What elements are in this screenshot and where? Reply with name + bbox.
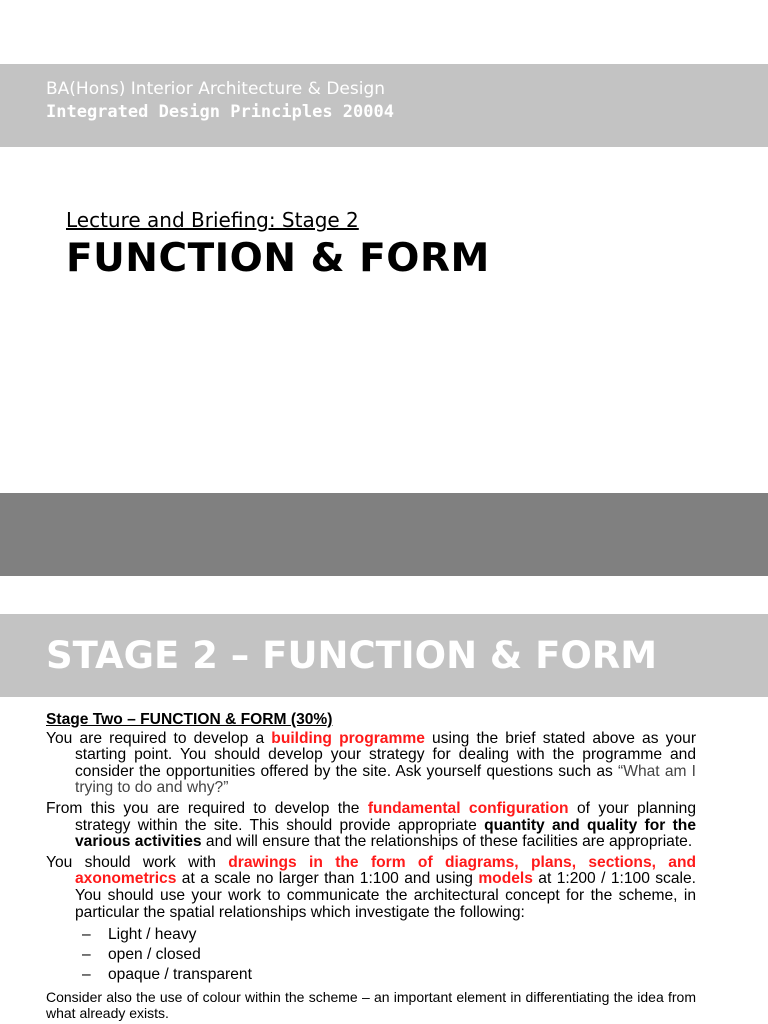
- dash-bullet: –: [82, 946, 91, 964]
- lecture-title: FUNCTION & FORM: [66, 236, 490, 281]
- course-header-band: [0, 64, 768, 147]
- paragraph-drawings: [46, 855, 696, 921]
- text: of your planning strategy within the site. This should provide appropriate: [75, 799, 696, 834]
- list-item: [82, 965, 696, 985]
- course-name: BA(Hons) Interior Architecture & Design: [46, 79, 386, 99]
- stage-content: [46, 712, 696, 1021]
- text: using the brief stated above as your starting point. You should develop your strategy for dealing with the programme and consider the opportunities offered by the site. Ask yourself questions such as: [75, 729, 697, 780]
- bold-quantity-quality: quantity and quality for the various activities: [75, 816, 696, 851]
- text: at a scale no larger than 1:100 and using: [176, 870, 479, 888]
- highlight-building-programme: building programme: [271, 729, 425, 747]
- lecture-subtitle: Lecture and Briefing: Stage 2: [66, 208, 359, 232]
- list-item-label: open / closed: [108, 946, 201, 964]
- text: From this you are required to develop the: [46, 799, 368, 817]
- quote: “What am I trying to do and why?”: [75, 762, 697, 797]
- paragraph-configuration: [46, 801, 696, 851]
- highlight-models: models: [478, 870, 533, 888]
- paragraph-colour: Consider also the use of colour within the scheme – an important element in differentiating the idea from what already exists.: [46, 989, 696, 1022]
- divider-band: [0, 493, 768, 576]
- list-item-label: Light / heavy: [108, 926, 197, 944]
- highlight-drawings: drawings in the form of diagrams, plans, sections, and axonometrics: [75, 853, 697, 888]
- list-item-label: opaque / transparent: [108, 966, 252, 984]
- text: and will ensure that the relationships of these facilities are appropriate.: [201, 833, 693, 851]
- paragraph-building-programme: [46, 731, 696, 797]
- relationship-list: [82, 925, 696, 985]
- list-item: [82, 945, 696, 965]
- module-name: Integrated Design Principles 20004: [46, 102, 394, 122]
- stage-subheading: Stage Two – FUNCTION & FORM (30%): [46, 711, 333, 728]
- stage-header-band: [0, 614, 768, 697]
- dash-bullet: –: [82, 926, 91, 944]
- text: You are required to develop a: [46, 729, 272, 747]
- highlight-configuration: fundamental configuration: [367, 799, 569, 817]
- text: You should work with: [46, 853, 229, 871]
- text: at 1:200 / 1:100 scale. You should use your work to communicate the architectural concept for the scheme, in particular the spatial relationships which investigate the following:: [75, 870, 696, 921]
- dash-bullet: –: [82, 966, 91, 984]
- stage-heading: STAGE 2 – FUNCTION & FORM: [46, 634, 658, 677]
- list-item: [82, 925, 696, 945]
